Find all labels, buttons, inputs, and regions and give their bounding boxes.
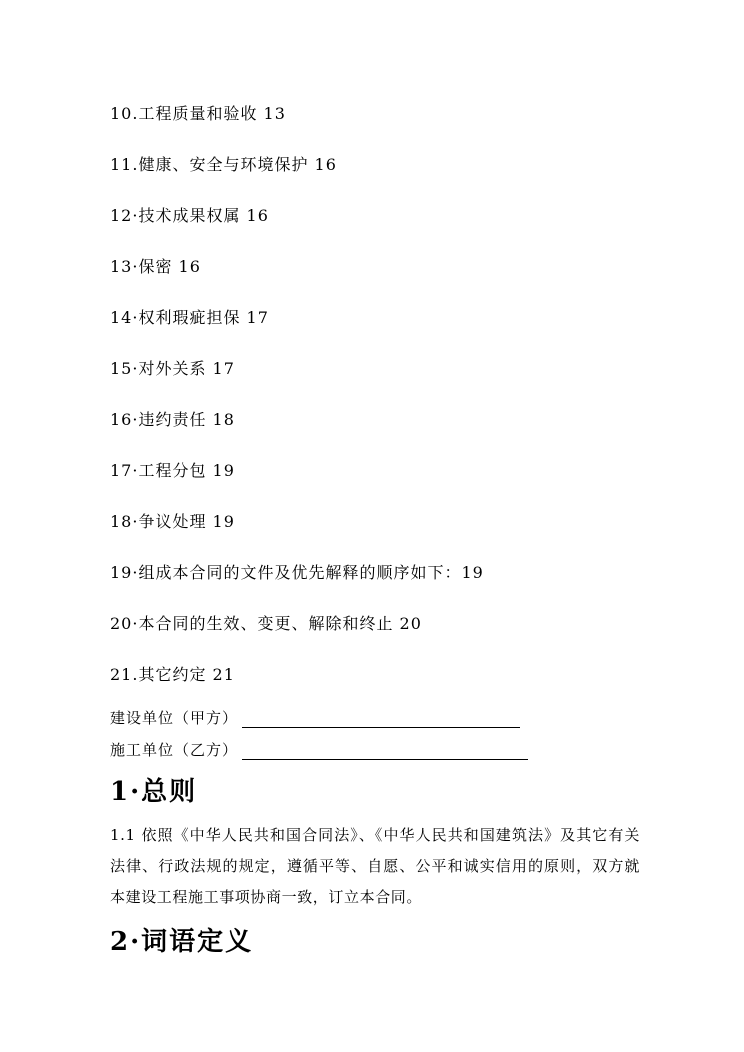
toc-item-11: 11.健康、安全与环境保护 16 [110,155,337,174]
toc-item-21: 21.其它约定 21 [110,665,235,684]
toc-item-17: 17·工程分包 19 [110,461,235,480]
section-1-heading: 1·总则 [110,777,198,807]
party-b-label: 施工单位（乙方） [110,741,239,759]
party-a-blank[interactable] [242,709,520,728]
toc-item-12: 12·技术成果权属 16 [110,206,269,225]
toc-item-10: 10.工程质量和验收 13 [110,104,286,123]
party-a-line [110,708,520,728]
section-1-paragraph: 1.1 依照《中华人民共和国合同法》、《中华人民共和国建筑法》及其它有关法律、行政法规的规定，遵循平等、自愿、公平和诚实信用的原则，双方就本建设工程施工事项协商一致，订立本合同。 [110,826,640,906]
section-2-heading: 2·词语定义 [110,927,254,957]
party-a-label: 建设单位（甲方） [110,709,239,727]
toc-item-18: 18·争议处理 19 [110,512,235,531]
toc-item-19: 19·组成本合同的文件及优先解释的顺序如下：19 [110,563,484,582]
party-b-line [110,740,528,760]
toc-item-20: 20·本合同的生效、变更、解除和终止 20 [110,614,422,633]
toc-item-16: 16·违约责任 18 [110,410,235,429]
toc-item-14: 14·权利瑕疵担保 17 [110,308,269,327]
party-b-blank[interactable] [242,741,528,760]
toc-item-15: 15·对外关系 17 [110,359,235,378]
toc-item-13: 13·保密 16 [110,257,201,276]
